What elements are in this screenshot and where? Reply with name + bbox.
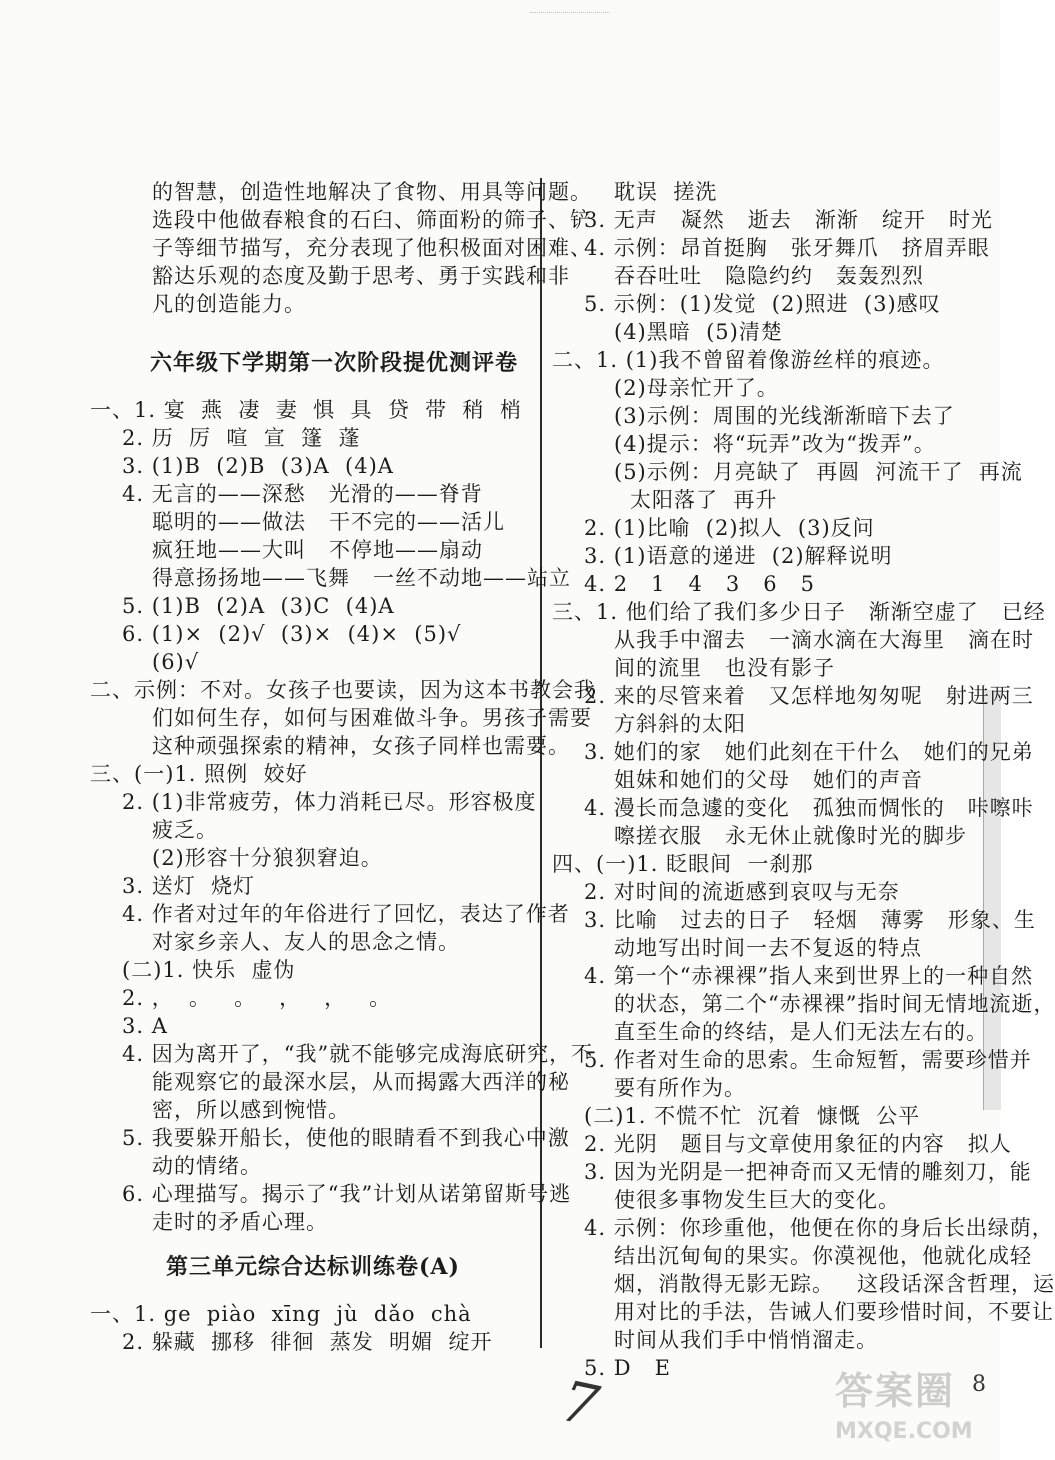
- left-answer-line: 5. 我要躲开船长，使他的眼睛看不到我心中激: [122, 1126, 570, 1150]
- left-answer-line: 6. (1)× (2)√ (3)× (4)× (5)√: [122, 622, 462, 646]
- right-answer-line: 耽误 搓洗: [614, 180, 718, 204]
- right-answer-line: 结出沉甸甸的果实。你漠视他，他就化成轻: [614, 1244, 1032, 1268]
- left-answer-line: 的智慧，创造性地解决了食物、用具等问题。: [152, 180, 592, 204]
- right-answer-line: 烟，消散得无影无踪。 这段话深含哲理，运: [614, 1272, 1055, 1296]
- left-answer-line: 能观察它的最深水层，从而揭露大西洋的秘: [152, 1070, 570, 1094]
- right-answer-line: (5)示例：月亮缺了 再圆 河流干了 再流: [614, 460, 1023, 484]
- right-answer-line: 3. 比喻 过去的日子 轻烟 薄雾 形象、生: [584, 908, 1036, 932]
- right-answer-line: 4. 示例：昂首挺胸 张牙舞爪 挤眉弄眼: [584, 236, 990, 260]
- watermark-url: MXQE.COM: [835, 1419, 973, 1444]
- left-answer-line: 豁达乐观的态度及勤于思考、勇于实践和非: [152, 264, 570, 288]
- left-answer-line: 这种顽强探索的精神，女孩子同样也需要。: [152, 734, 570, 758]
- right-answer-line: 直至生命的终结，是人们无法左右的。: [614, 1020, 988, 1044]
- left-answer-line: 4. 无言的——深愁 光滑的——脊背: [122, 482, 483, 506]
- left-answer-line: 二、示例：不对。女孩子也要读，因为这本书教会我: [90, 678, 596, 702]
- left-answer-line: 2. ， 。 。 ， ， 。: [122, 986, 392, 1010]
- left-answer-line: 一、1. ge piào xīng jù dǎo chà: [90, 1302, 472, 1326]
- left-answer-line: 走时的矛盾心理。: [152, 1210, 328, 1234]
- right-answer-line: 从我手中溜去 一滴水滴在大海里 滴在时: [614, 628, 1035, 652]
- left-answer-line: 选段中他做春粮食的石臼、筛面粉的筛子、铲: [152, 208, 592, 232]
- right-answer-line: 动地写出时间一去不复返的特点: [614, 936, 922, 960]
- left-answer-line: 得意扬扬地——飞舞 一丝不动地——站立: [152, 566, 572, 590]
- top-edge-mark: [530, 0, 610, 13]
- right-answer-line: 嚓搓衣服 永无休止就像时光的脚步: [614, 824, 968, 848]
- right-answer-line: 太阳落了 再升: [630, 488, 778, 512]
- right-answer-line: (4)提示：将“玩弄”改为“拨弄”。: [614, 432, 936, 456]
- right-answer-line: 4. 示例：你珍重他，他便在你的身后长出绿荫，: [584, 1216, 1054, 1240]
- right-answer-line: 用对比的手法，告诫人们要珍惜时间，不要让: [614, 1300, 1054, 1324]
- right-answer-line: (4)黑暗 (5)清楚: [614, 320, 783, 344]
- right-answer-line: 2. 对时间的流逝感到哀叹与无奈: [584, 880, 900, 904]
- right-answer-line: 三、1. 他们给了我们多少日子 渐渐空虚了 已经: [552, 600, 1046, 624]
- left-answer-line: 6. 心理描写。揭示了“我”计划从诺第留斯号逃: [122, 1182, 572, 1206]
- left-answer-line: 疯狂地——大叫 不停地——扇动: [152, 538, 484, 562]
- left-answer-line: 密，所以感到惋惜。: [152, 1098, 350, 1122]
- right-answer-line: (二)1. 不慌不忙 沉着 慷慨 公平: [584, 1104, 921, 1128]
- left-answer-line: 3. A: [122, 1014, 168, 1038]
- right-answer-line: 2. 来的尽管来着 又怎样地匆匆呢 射进两三: [584, 684, 1034, 708]
- right-answer-line: 2. (1)比喻 (2)拟人 (3)反问: [584, 516, 875, 540]
- page-number: 8: [972, 1372, 986, 1397]
- left-answer-line: 聪明的——做法 干不完的——活儿: [152, 510, 506, 534]
- left-answer-line: 子等细节描写，充分表现了他积极面对困难、: [152, 236, 592, 260]
- left-answer-line: 4. 作者对过年的年俗进行了回忆，表达了作者: [122, 902, 570, 926]
- right-answer-line: 使很多事物发生巨大的变化。: [614, 1188, 900, 1212]
- left-answer-line: 3. 送灯 烧灯: [122, 874, 256, 898]
- left-answer-line: 疲乏。: [152, 818, 218, 842]
- right-answer-line: 时间从我们手中悄悄溜走。: [614, 1328, 878, 1352]
- right-answer-line: 3. 她们的家 她们此刻在干什么 她们的兄弟: [584, 740, 1034, 764]
- right-answer-line: 的状态，第二个“赤裸裸”指时间无情地流逝，: [614, 992, 1055, 1016]
- section-title: 六年级下学期第一次阶段提优测评卷: [150, 350, 519, 376]
- right-answer-line: 2. 光阴 题目与文章使用象征的内容 拟人: [584, 1132, 1012, 1156]
- right-answer-line: 四、(一)1. 眨眼间 一刹那: [552, 852, 814, 876]
- right-answer-line: 4. 2 1 4 3 6 5: [584, 572, 816, 596]
- watermark-title: 答案圈: [835, 1369, 956, 1413]
- left-answer-line: 三、(一)1. 照例 姣好: [90, 762, 308, 786]
- handwritten-number: 7: [555, 1369, 605, 1440]
- right-answer-line: 方斜斜的太阳: [614, 712, 746, 736]
- left-answer-line: 2. (1)非常疲劳，体力消耗已尽。形容极度: [122, 790, 537, 814]
- right-answer-line: 3. 无声 凝然 逝去 渐渐 绽开 时光: [584, 208, 993, 232]
- right-answer-line: (3)示例：周围的光线渐渐暗下去了: [614, 404, 955, 428]
- watermark-logo: [835, 1360, 995, 1460]
- left-answer-line: 4. 因为离开了，“我”就不能够完成海底研究，不: [122, 1042, 594, 1066]
- left-answer-line: 3. (1)B (2)B (3)A (4)A: [122, 454, 394, 478]
- left-answer-line: 2. 躲藏 挪移 徘徊 蒸发 明媚 绽开: [122, 1330, 493, 1354]
- right-answer-line: 姐妹和她们的父母 她们的声音: [614, 768, 924, 792]
- left-answer-line: (6)√: [152, 650, 200, 674]
- left-answer-line: 凡的创造能力。: [152, 292, 306, 316]
- right-answer-line: 二、1. (1)我不曾留着像游丝样的痕迹。: [552, 348, 945, 372]
- column-divider: [540, 178, 542, 1348]
- right-answer-line: 4. 第一个“赤裸裸”指人来到世界上的一种自然: [584, 964, 1034, 988]
- section-title: 第三单元综合达标训练卷(A): [166, 1254, 460, 1280]
- left-answer-line: (二)1. 快乐 虚伪: [122, 958, 296, 982]
- right-answer-line: 3. 因为光阴是一把神奇而又无情的雕刻刀，能: [584, 1160, 1032, 1184]
- right-answer-line: (2)母亲忙开了。: [614, 376, 779, 400]
- right-answer-line: 3. (1)语意的递进 (2)解释说明: [584, 544, 893, 568]
- right-answer-line: 4. 漫长而急遽的变化 孤独而惆怅的 咔嚓咔: [584, 796, 1034, 820]
- right-answer-line: 要有所作为。: [614, 1076, 746, 1100]
- right-answer-line: 5. D E: [584, 1356, 671, 1380]
- left-answer-line: 对家乡亲人、友人的思念之情。: [152, 930, 460, 954]
- right-answer-line: 5. 作者对生命的思索。生命短暂，需要珍惜并: [584, 1048, 1032, 1072]
- left-answer-line: 5. (1)B (2)A (3)C (4)A: [122, 594, 395, 618]
- left-answer-line: 一、1. 宴 燕 凄 妻 惧 具 贷 带 稍 梢: [90, 398, 522, 422]
- left-answer-line: 2. 历 厉 喧 宣 篷 蓬: [122, 426, 361, 450]
- right-answer-line: 吞吞吐吐 隐隐约约 轰轰烈烈: [614, 264, 925, 288]
- left-answer-line: (2)形容十分狼狈窘迫。: [152, 846, 383, 870]
- right-answer-line: 间的流里 也没有影子: [614, 656, 836, 680]
- right-answer-line: 5. 示例：(1)发觉 (2)照进 (3)感叹: [584, 292, 941, 316]
- left-answer-line: 们如何生存，如何与困难做斗争。男孩子需要: [152, 706, 592, 730]
- left-answer-line: 动的情绪。: [152, 1154, 262, 1178]
